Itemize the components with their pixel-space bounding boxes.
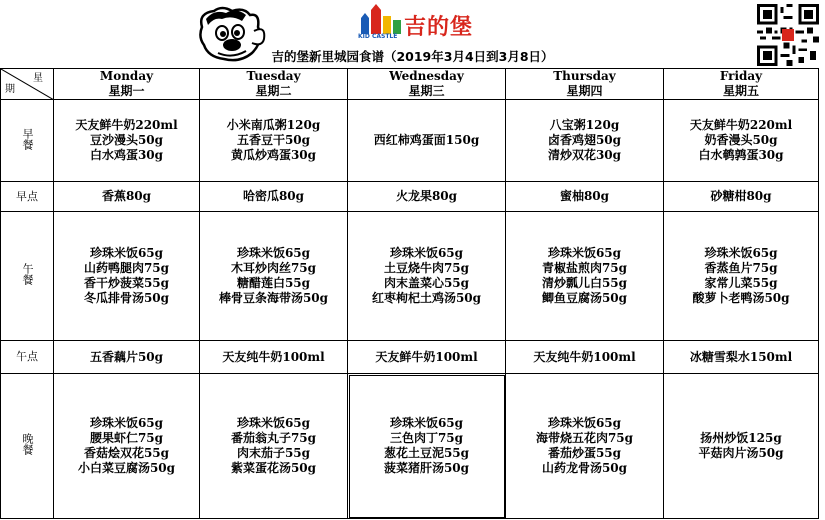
menu-item: 番茄炒蛋55g (547, 446, 622, 460)
menu-item: 紫菜蛋花汤50g (230, 461, 317, 475)
menu-item: 白水鸡蛋30g (89, 148, 164, 162)
menu-item: 天友鲜牛奶220ml (689, 118, 793, 132)
menu-cell[interactable] (664, 212, 819, 341)
menu-item: 西红柿鸡蛋面150g (373, 133, 480, 147)
day-en: Monday (99, 69, 154, 83)
menu-item: 棒骨豆条海带汤50g (218, 291, 329, 305)
menu-item: 山药龙骨汤50g (541, 461, 628, 475)
day-en: Thursday (553, 69, 616, 83)
menu-cell[interactable] (506, 212, 664, 341)
menu-item: 山药鸭腿肉75g (83, 261, 170, 275)
menu-item: 香蕉80g (101, 189, 152, 203)
menu-cell[interactable] (200, 341, 348, 374)
meal-row-breakfast (1, 100, 819, 182)
menu-cell[interactable] (664, 374, 819, 519)
menu-item: 珍珠米饭65g (547, 416, 622, 430)
menu-cell[interactable] (348, 341, 506, 374)
menu-item: 砂糖柑80g (710, 189, 772, 203)
menu-item: 木耳炒肉丝75g (230, 261, 317, 275)
menu-item: 白水鹌鹑蛋30g (698, 148, 784, 162)
day-cn: 星期二 (255, 84, 292, 98)
meal-row-afternoon-snack (1, 341, 819, 374)
menu-item: 酸萝卜老鸭汤50g (692, 291, 790, 305)
menu-item: 香菇烩双花55g (83, 446, 170, 460)
day-en: Friday (719, 69, 763, 83)
menu-cell[interactable] (506, 341, 664, 374)
menu-item: 清炒双花30g (547, 148, 622, 162)
menu-item: 小米南瓜粥120g (226, 118, 321, 132)
menu-cell[interactable] (348, 212, 506, 341)
menu-item: 小白菜豆腐汤50g (77, 461, 176, 475)
meal-label-cell (1, 182, 54, 212)
day-en: Tuesday (246, 69, 301, 83)
menu-cell[interactable] (200, 182, 348, 212)
menu-item: 肉末盖菜心55g (383, 276, 470, 290)
menu-item: 冰糖雪梨水150ml (689, 349, 793, 364)
meal-row-dinner (1, 374, 819, 519)
menu-item: 珍珠米饭65g (547, 246, 622, 260)
menu-cell[interactable] (54, 182, 200, 212)
day-header-friday (664, 69, 819, 100)
day-en: Wednesday (389, 69, 464, 83)
menu-item: 鲫鱼豆腐汤50g (541, 291, 628, 305)
menu-cell-selected[interactable] (348, 374, 506, 519)
menu-item: 珍珠米饭65g (89, 416, 164, 430)
corner-top-label: 星 (33, 73, 43, 84)
menu-cell[interactable] (54, 374, 200, 519)
corner-cell (1, 69, 54, 100)
menu-item: 奶香漫头50g (704, 133, 778, 147)
menu-item: 哈密瓜80g (242, 189, 305, 203)
day-header-thursday (506, 69, 664, 100)
menu-item: 珍珠米饭65g (704, 246, 778, 260)
menu-cell[interactable] (664, 100, 819, 182)
menu-cell[interactable] (54, 100, 200, 182)
menu-cell[interactable] (664, 341, 819, 374)
menu-item: 腰果虾仁75g (89, 431, 164, 445)
menu-item: 红枣枸杞土鸡汤50g (371, 291, 482, 305)
day-cn: 星期一 (108, 84, 145, 98)
menu-item: 天友纯牛奶100ml (222, 349, 325, 364)
page-title: 吉的堡新里城园食谱（2019年3月4日到3月8日） (271, 49, 554, 64)
menu-cell[interactable] (664, 182, 819, 212)
day-cn: 星期四 (566, 84, 603, 98)
menu-item: 葱花土豆泥55g (383, 446, 470, 460)
day-cn: 星期三 (408, 84, 445, 98)
menu-item: 糖醋莲白55g (236, 276, 311, 290)
menu-item: 土豆烧牛肉75g (383, 261, 470, 275)
menu-item: 火龙果80g (395, 189, 458, 203)
menu-item: 清炒瓢儿白55g (541, 276, 628, 290)
menu-cell[interactable] (506, 100, 664, 182)
menu-item: 天友鲜牛奶100ml (375, 349, 478, 364)
menu-item: 珍珠米饭65g (89, 246, 164, 260)
menu-item: 三色肉丁75g (389, 431, 464, 445)
meal-label: 午点 (16, 350, 38, 363)
menu-item: 冬瓜排骨汤50g (83, 291, 170, 305)
brand-name: 吉的堡 (404, 15, 474, 40)
header-row (1, 69, 819, 100)
menu-item: 黄瓜炒鸡蛋30g (230, 148, 317, 162)
meal-label-cell (1, 341, 54, 374)
meal-label: 午餐 (21, 263, 34, 285)
menu-item: 卤香鸡翅50g (547, 133, 622, 147)
menu-item: 扬州炒饭125g (700, 431, 782, 445)
corner-bottom-label: 期 (5, 84, 15, 95)
menu-item: 香干炒菠菜55g (83, 276, 170, 290)
menu-item: 家常儿菜55g (704, 276, 778, 290)
day-header-wednesday (348, 69, 506, 100)
meal-label: 早餐 (21, 127, 34, 150)
meal-label: 晚餐 (21, 433, 34, 455)
meal-row-lunch (1, 212, 819, 341)
menu-item: 天友纯牛奶100ml (533, 349, 636, 364)
meal-label-cell (1, 374, 54, 519)
menu-item: 豆沙漫头50g (89, 133, 164, 147)
menu-item: 珍珠米饭65g (389, 416, 464, 430)
menu-item: 天友鲜牛奶220ml (75, 118, 178, 132)
meal-label-cell (1, 100, 54, 182)
menu-item: 香蒸鱼片75g (704, 261, 778, 275)
menu-item: 珍珠米饭65g (236, 246, 311, 260)
day-header-tuesday (200, 69, 348, 100)
weekly-menu-table (0, 68, 819, 519)
menu-item: 平菇肉片汤50g (698, 446, 784, 460)
qr-code-icon (757, 4, 819, 66)
day-header-monday (54, 69, 200, 100)
menu-cell[interactable] (54, 341, 200, 374)
menu-cell[interactable] (200, 100, 348, 182)
menu-item: 珍珠米饭65g (236, 416, 311, 430)
menu-item: 珍珠米饭65g (389, 246, 464, 260)
menu-item: 蜜柚80g (559, 189, 610, 203)
menu-item: 海带烧五花肉75g (535, 431, 634, 445)
menu-item: 菠菜猪肝汤50g (383, 461, 470, 475)
meal-label-cell (1, 212, 54, 341)
menu-cell[interactable] (200, 374, 348, 519)
menu-cell[interactable] (200, 212, 348, 341)
menu-item: 青椒盐煎肉75g (541, 261, 628, 275)
menu-item: 肉末茄子55g (236, 446, 311, 460)
menu-item: 五香藕片50g (89, 349, 164, 364)
meal-label: 早点 (16, 189, 38, 203)
menu-cell[interactable] (348, 100, 506, 182)
menu-cell[interactable] (348, 182, 506, 212)
menu-cell[interactable] (506, 374, 664, 519)
menu-item: 番茄翁丸子75g (230, 431, 317, 445)
brand-subtitle: KID CASTLE (358, 33, 398, 40)
menu-item: 五香豆干50g (236, 133, 311, 147)
meal-row-morning-snack (1, 182, 819, 212)
menu-item: 八宝粥120g (549, 118, 620, 132)
menu-cell[interactable] (506, 182, 664, 212)
menu-cell[interactable] (54, 212, 200, 341)
day-cn: 星期五 (722, 84, 759, 98)
